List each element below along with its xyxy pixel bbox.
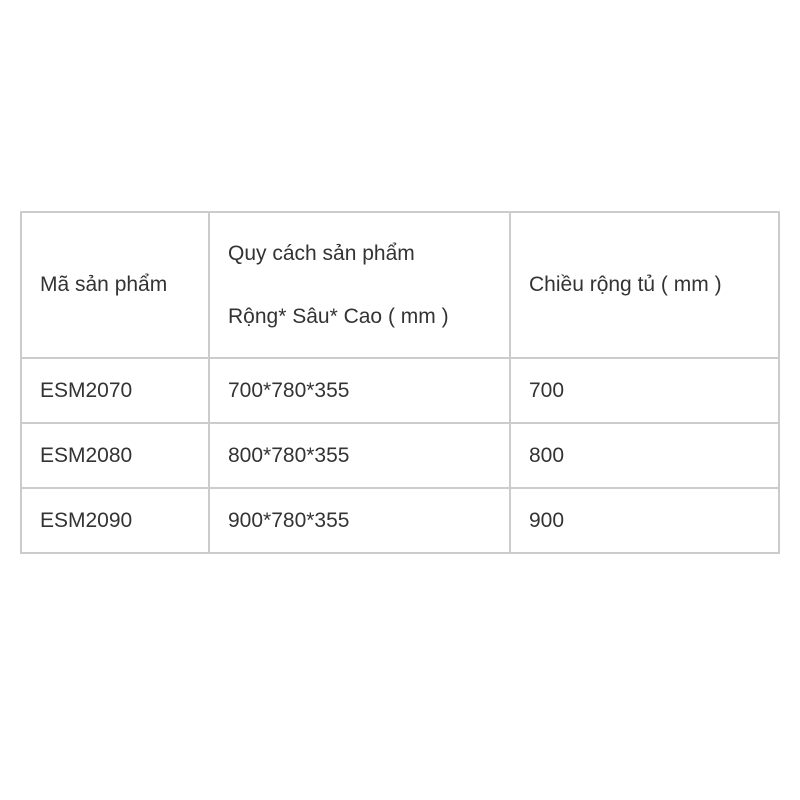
header-cabinet-width: Chiều rộng tủ ( mm ) xyxy=(510,212,779,358)
header-product-code: Mã sản phẩm xyxy=(21,212,209,358)
cell-cabinet-width: 800 xyxy=(510,423,779,488)
header-spec-line2: Rộng* Sâu* Cao ( mm ) xyxy=(228,305,449,328)
cell-product-code: ESM2090 xyxy=(21,488,209,553)
cell-product-code: ESM2070 xyxy=(21,358,209,423)
cell-product-code: ESM2080 xyxy=(21,423,209,488)
cell-spec: 900*780*355 xyxy=(209,488,510,553)
table-row xyxy=(21,423,779,488)
header-spec-line1: Quy cách sản phẩm xyxy=(228,242,415,265)
product-spec-table xyxy=(20,211,780,554)
table-row xyxy=(21,488,779,553)
table-row xyxy=(21,358,779,423)
cell-cabinet-width: 900 xyxy=(510,488,779,553)
cell-cabinet-width: 700 xyxy=(510,358,779,423)
cell-spec: 700*780*355 xyxy=(209,358,510,423)
cell-spec: 800*780*355 xyxy=(209,423,510,488)
header-spec xyxy=(209,212,510,358)
table-header-row xyxy=(21,212,779,358)
